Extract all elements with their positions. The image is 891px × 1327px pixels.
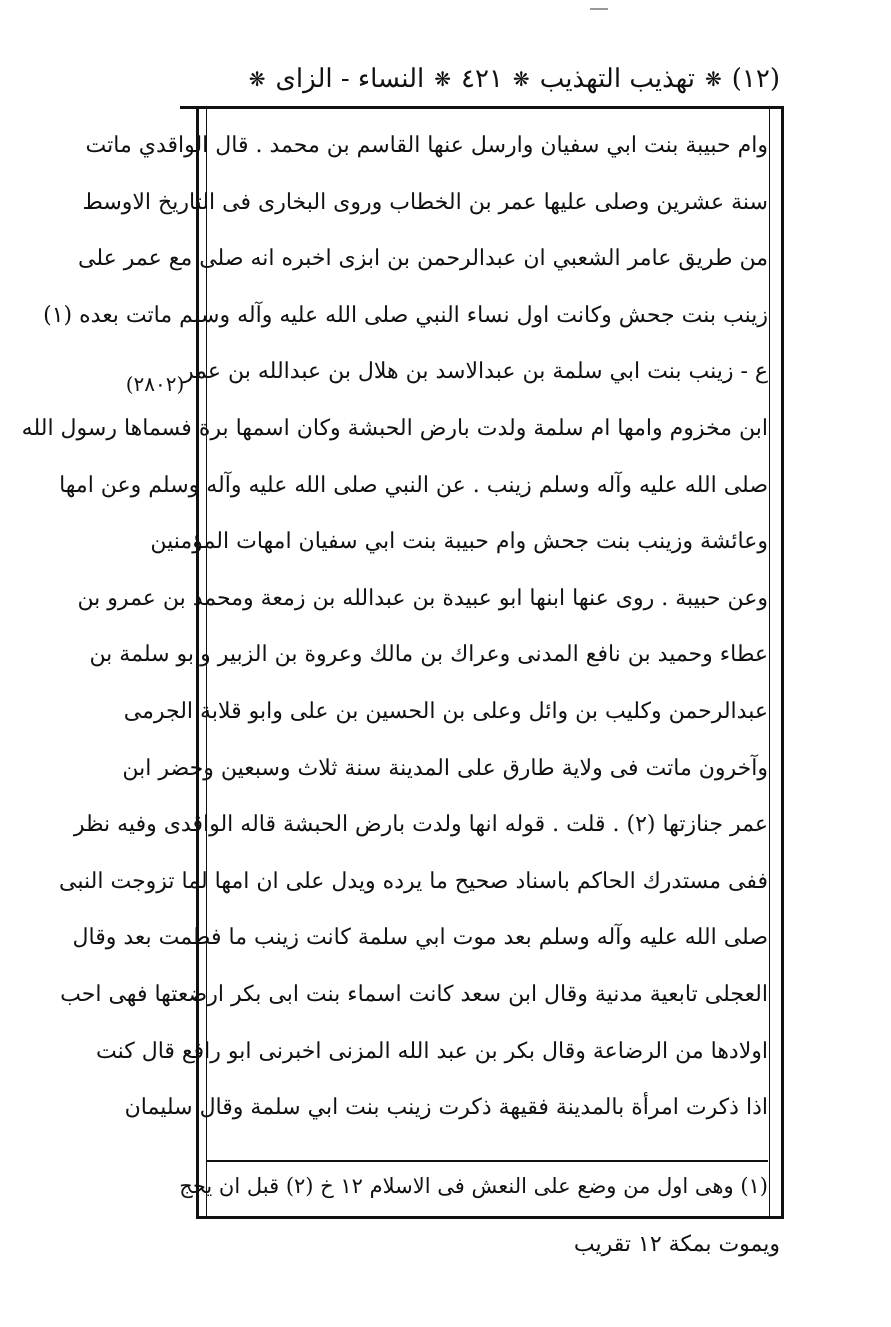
scan-mark (590, 8, 608, 10)
text-line: اذا ذكرت امرأة بالمدينة فقيهة ذكرت زينب بنت ابي سلمة وقال سليمان (124, 1095, 768, 1121)
text-line: وعن حبيبة . روى عنها ابنها ابو عبيدة بن عبدالله بن زمعة ومحمد بن عمرو بن (77, 585, 768, 611)
page-number: ٤٢١ (461, 64, 503, 94)
book-title: تهذيب التهذيب (539, 64, 695, 94)
ornament-icon: ❋ (704, 67, 722, 91)
text-line: صلى الله عليه وآله وسلم زينب . عن النبي صلى الله عليه وآله وسلم وعن امها (59, 472, 768, 498)
text-line: عطاء وحميد بن نافع المدنى وعراك بن مالك وعروة بن الزبير وابو سلمة بن (89, 642, 768, 668)
text-line: اولادها من الرضاعة وقال بكر بن عبد الله المزنى اخبرنى ابو رافع قال كنت (96, 1038, 768, 1064)
ornament-icon: ❋ (248, 67, 266, 91)
ornament-icon: ❋ (434, 67, 452, 91)
text-line: ففى مستدرك الحاكم باسناد صحيح ما يرده ويدل على ان امها لما تزوجت النبى (59, 868, 768, 894)
text-line: سنة عشرين وصلى عليها عمر بن الخطاب وروى البخارى فى التاريخ الاوسط (82, 189, 768, 215)
section-title: النساء - الزاى (275, 64, 425, 94)
text-line: وام حبيبة بنت ابي سفيان وارسل عنها القاسم بن محمد . قال الواقدي ماتت (85, 133, 768, 158)
text-line: عمر جنازتها (٢) . قلت . قوله انها ولدت بارض الحبشة قاله الواقدى وفيه نظر (73, 812, 768, 838)
running-header (180, 54, 780, 104)
text-line: زينب بنت جحش وكانت اول نساء النبي صلى الله عليه وآله وسلم ماتت بعده (١) (43, 302, 768, 328)
frame-bottom-rule (196, 1216, 784, 1219)
text-line: العجلى تابعية مدنية وقال ابن سعد كانت اسماء بنت ابى بكر ارضعتها فهى احب (60, 981, 768, 1007)
footnote-rule (206, 1160, 768, 1162)
footnote-continuation: ويموت بمكة ١٢ تقريب (573, 1232, 780, 1257)
text-line: صلى الله عليه وآله وسلم بعد موت ابي سلمة كانت زينب ما فطمت بعد وقال (72, 925, 768, 951)
text-line: وآخرون ماتت فى ولاية طارق على المدينة سنة ثلاث وسبعين وحضر ابن (122, 755, 768, 781)
volume-number: (١٢) (731, 64, 780, 94)
text-line: عبدالرحمن وكليب بن وائل وعلى بن الحسين بن على وابو قلابة الجرمى (123, 698, 768, 724)
text-line: ابن مخزوم وامها ام سلمة ولدت بارض الحبشة وكان اسمها برة فسماها رسول الله (21, 415, 768, 441)
text-line: من طريق عامر الشعبي ان عبدالرحمن بن ابزى اخبره انه صلى مع عمر على (78, 246, 768, 272)
ornament-icon: ❋ (512, 67, 530, 91)
text-line: ع - زينب بنت ابي سلمة بن عبدالاسد بن هلال بن عبدالله بن عمر (183, 359, 768, 385)
footnote: (١) وهى اول من وضع على النعش فى الاسلام ١٢ خ (٢) قبل ان يحج (179, 1174, 768, 1198)
entry-number: (٢٨٠٢) (125, 372, 185, 396)
text-line: وعائشة وزينب بنت جحش وام حبيبة بنت ابي سفيان امهات المؤمنين (150, 529, 768, 555)
